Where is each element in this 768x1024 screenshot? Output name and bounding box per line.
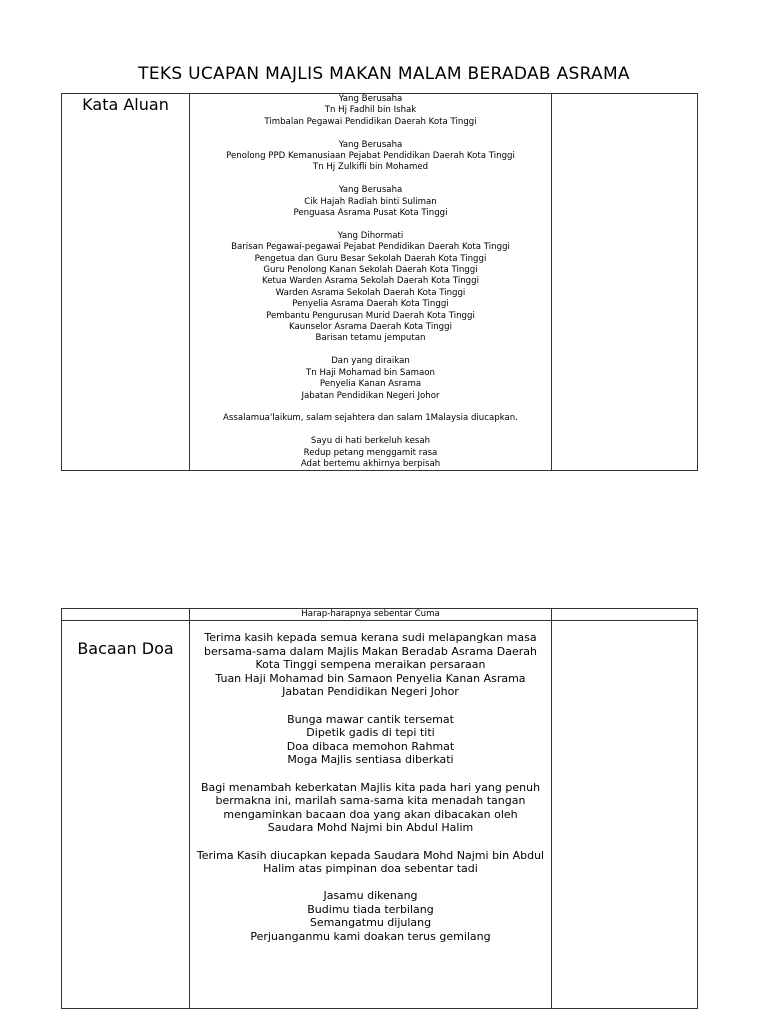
document-title: TEKS UCAPAN MAJLIS MAKAN MALAM BERADAB ASRAMA — [138, 64, 630, 84]
text-line: Penyelia Kanan Asrama — [319, 379, 422, 390]
kata-aluan-table — [61, 93, 698, 471]
paragraph-gap — [190, 835, 551, 849]
text-line: Pengetua dan Guru Besar Sekolah Daerah Kota Tinggi — [254, 253, 487, 264]
text-line: Yang Dihormati — [337, 230, 404, 241]
text-line: Kaunselor Asrama Daerah Kota Tinggi — [289, 322, 452, 333]
text-line: Terima kasih kepada semua kerana sudi melapangkan masa — [204, 631, 537, 644]
paragraph-gap — [190, 345, 551, 356]
text-line: Moga Majlis sentiasa diberkati — [287, 753, 454, 767]
text-line: Tn Haji Mohamad bin Samaon — [306, 367, 435, 378]
notes-cell — [552, 94, 698, 471]
kata-aluan-text — [190, 94, 551, 470]
text-line: Yang Berusaha — [338, 94, 403, 104]
text-line: Penyelia Asrama Daerah Kota Tinggi — [292, 299, 449, 310]
text-line: Warden Asrama Sekolah Daerah Kota Tinggi — [275, 287, 466, 298]
text-line: Perjuanganmu kami doakan terus gemilang — [250, 930, 491, 944]
text-line: Pembantu Pengurusan Murid Daerah Kota Tinggi — [266, 310, 475, 321]
text-line: Adat bertemu akhirnya berpisah — [300, 458, 441, 469]
text-line: Tn Hj Zulkifli bin Mohamed — [312, 162, 429, 173]
text-line: Jabatan Pendidikan Negeri Johor — [282, 685, 459, 699]
text-line: Barisan tetamu jemputan — [315, 333, 426, 344]
text-line: Budimu tiada terbilang — [307, 902, 434, 916]
text-line: Barisan Pegawai-pegawai Pejabat Pendidikan Daerah Kota Tinggi — [231, 242, 510, 253]
text-line: Doa dibaca memohon Rahmat — [286, 739, 455, 753]
text-line: Kota Tinggi sempena meraikan persaraan — [255, 658, 486, 672]
section-label-cell — [62, 94, 190, 471]
text-line: Semangatmu dijulang — [309, 916, 432, 930]
text-line: Yang Berusaha — [338, 185, 403, 196]
section-label-cell — [62, 621, 190, 1009]
continuation-row — [62, 609, 698, 621]
text-line: Saudara Mohd Najmi bin Abdul Halim — [267, 821, 474, 835]
section-label-bacaan-doa: Bacaan Doa — [77, 639, 174, 658]
text-line: Penguasa Asrama Pusat Kota Tinggi — [293, 208, 448, 219]
text-line: Dan yang diraikan — [331, 356, 410, 367]
paragraph-gap — [190, 425, 551, 436]
text-line: bersama-sama dalam Majlis Makan Beradab Asrama Daerah — [203, 644, 538, 658]
text-line: bermakna ini, marilah sama-sama kita menadah tangan — [215, 794, 526, 808]
text-line: Guru Penolong Kanan Sekolah Daerah Kota Tinggi — [263, 265, 478, 276]
paragraph-gap — [190, 174, 551, 185]
text-line: Halim atas pimpinan doa sebentar tadi — [263, 862, 478, 876]
continuation-line: Harap-harapnya sebentar Cuma — [301, 609, 440, 619]
text-line: Redup petang menggamit rasa — [303, 447, 438, 458]
bacaan-doa-row — [62, 621, 698, 1009]
text-line: Yang Berusaha — [338, 139, 403, 150]
continuation-text-cell — [190, 609, 552, 621]
paragraph-gap — [190, 402, 551, 413]
paragraph-gap — [190, 128, 551, 139]
text-line: Cik Hajah Radiah binti Suliman — [304, 196, 437, 207]
text-line: Sayu di hati berkeluh kesah — [310, 436, 431, 447]
bacaan-doa-text — [190, 621, 551, 944]
text-line: Bunga mawar cantik tersemat — [287, 712, 454, 726]
empty-cell — [62, 609, 190, 621]
text-line: Terima Kasih diucapkan kepada Saudara Mohd Najmi bin Abdul — [196, 848, 545, 862]
text-line: Dipetik gadis di tepi titi — [306, 726, 435, 740]
paragraph-gap — [190, 767, 551, 781]
text-line: Jasamu dikenang — [323, 889, 418, 903]
text-line: Tuan Haji Mohamad bin Samaon Penyelia Kanan Asrama — [215, 671, 526, 685]
paragraph-gap — [190, 876, 551, 890]
text-line: Penolong PPD Kemanusiaan Pejabat Pendidikan Daerah Kota Tinggi — [226, 151, 515, 162]
empty-cell — [552, 609, 698, 621]
kata-aluan-row — [62, 94, 698, 471]
speech-text-cell — [190, 621, 552, 1009]
text-line: Timbalan Pegawai Pendidikan Daerah Kota Tinggi — [264, 116, 477, 127]
text-line: Assalamua'laikum, salam sejahtera dan salam 1Malaysia diucapkan. — [223, 413, 518, 424]
speech-text-cell — [190, 94, 552, 471]
paragraph-gap — [190, 699, 551, 713]
text-line: Tn Hj Fadhil bin Ishak — [324, 105, 417, 116]
text-line: Ketua Warden Asrama Sekolah Daerah Kota Tinggi — [262, 276, 479, 287]
text-line: Jabatan Pendidikan Negeri Johor — [301, 390, 440, 401]
text-line: Bagi menambah keberkatan Majlis kita pada hari yang penuh — [200, 780, 541, 794]
notes-cell — [552, 621, 698, 1009]
text-line: mengaminkan bacaan doa yang akan dibacakan oleh — [223, 807, 518, 821]
paragraph-gap — [190, 219, 551, 230]
section-label-kata-aluan: Kata Aluan — [82, 95, 169, 114]
bacaan-doa-table — [61, 608, 698, 1009]
